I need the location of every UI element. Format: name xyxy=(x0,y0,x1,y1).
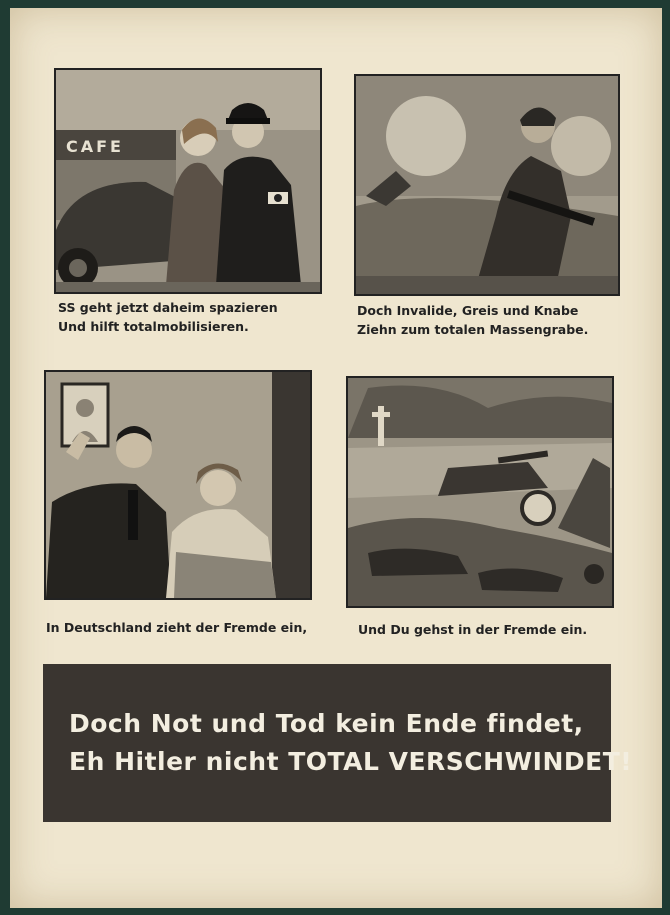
slogan-banner xyxy=(43,664,633,822)
caption-panel-2 xyxy=(357,301,588,339)
caption-line: In Deutschland zieht der Fremde ein, xyxy=(46,620,308,635)
caption-line: Ziehn zum totalen Massengrabe. xyxy=(357,322,589,337)
caption-panel-3 xyxy=(46,618,307,637)
cafe-sign-text: CAFE xyxy=(66,137,124,156)
illustration-stranger-at-home xyxy=(44,370,312,600)
leaflet-sheet xyxy=(10,8,662,908)
caption-line: Und hilft totalmobilisieren. xyxy=(58,319,249,334)
slogan-line-1: Doch Not und Tod kein Ende findet, xyxy=(69,709,584,738)
illustration-soldier-battlefield xyxy=(354,74,620,296)
caption-line: SS geht jetzt daheim spazieren xyxy=(58,300,278,315)
caption-line: Doch Invalide, Greis und Knabe xyxy=(357,303,579,318)
caption-panel-1 xyxy=(58,298,278,336)
slogan-line-2: Eh Hitler nicht TOTAL VERSCHWINDET! xyxy=(69,747,633,776)
caption-line: Und Du gehst in der Fremde ein. xyxy=(358,622,588,637)
illustration-ss-couple xyxy=(54,68,322,294)
illustration-battlefield-dead xyxy=(346,376,614,608)
caption-panel-4 xyxy=(358,620,587,639)
